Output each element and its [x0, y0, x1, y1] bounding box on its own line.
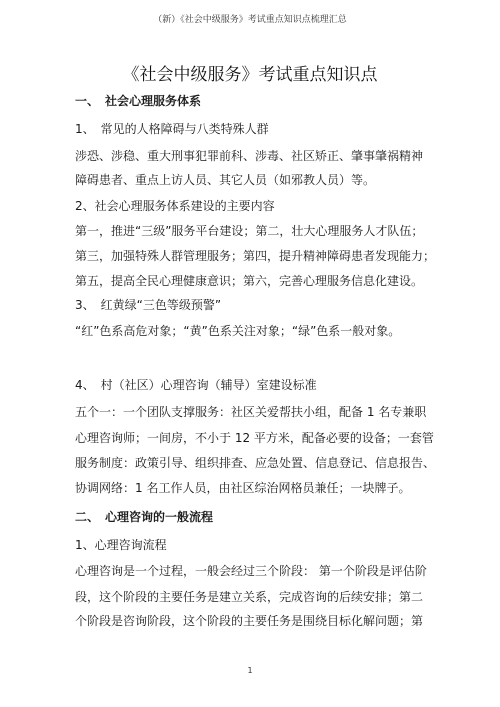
subsection-heading-5: 1、心理咨询流程 — [75, 538, 167, 552]
paragraph-line: 障碍患者、重点上访人员、其它人员（如邪教人员）等。 — [75, 173, 376, 187]
paragraph-line: 第五，提高全民心理健康意识；第六，完善心理服务信息化建设。 — [75, 274, 424, 288]
paragraph-line: 涉恐、涉稳、重大刑事犯罪前科、涉毒、社区矫正、肇事肇祸精神 — [75, 149, 424, 163]
subsection-heading-4: 4、 村（社区）心理咨询（辅导）室建设标准 — [75, 378, 317, 392]
subsection-heading-2: 2、社会心理服务体系建设的主要内容 — [75, 199, 275, 213]
paragraph-line: 第三，加强特殊人群管理服务；第四，提升精神障碍患者发现能力； — [75, 249, 436, 263]
section-heading-2: 二、 心理咨询的一般流程 — [75, 510, 214, 524]
paragraph-line: 服务制度：政策引导、组织排查、应急处置、信息登记、信息报告、 — [75, 456, 436, 470]
paragraph-line: 五个一：一个团队支撑服务：社区关爱帮扶小组，配备 1 名专兼职 — [75, 405, 427, 419]
paragraph-line: 心理咨询师；一间房，不小于 12 平方米，配备必要的设备；一套管 — [75, 431, 434, 445]
document-title: 《社会中级服务》考试重点知识点 — [122, 65, 378, 85]
paragraph-line: 段，这个阶段的主要任务是建立关系，完成咨询的后续安排；第二 — [75, 590, 424, 604]
paragraph-line: “红”色系高危对象；“黄”色系关注对象；“绿”色系一般对象。 — [75, 324, 401, 338]
section-heading-1: 一、 社会心理服务体系 — [75, 94, 202, 108]
subsection-heading-3: 3、 红黄绿“三色等级预警” — [75, 298, 222, 312]
paragraph-line: 协调网络：1 名工作人员，由社区综治网格员兼任；一块牌子。 — [75, 481, 411, 495]
page-header: （新）《社会中级服务》考试重点知识点梳理汇总 — [153, 15, 347, 25]
paragraph-line: 心理咨询是一个过程，一般会经过三个阶段： 第一个阶段是评估阶 — [75, 564, 427, 578]
paragraph-line: 个阶段是咨询阶段，这个阶段的主要任务是围绕目标化解问题；第 — [75, 614, 424, 628]
page-number: 1 — [247, 666, 253, 675]
subsection-heading-1: 1、 常见的人格障碍与八类特殊人群 — [75, 122, 269, 136]
paragraph-line: 第一，推进“三级”服务平台建设；第二，壮大心理服务人才队伍； — [75, 224, 424, 238]
